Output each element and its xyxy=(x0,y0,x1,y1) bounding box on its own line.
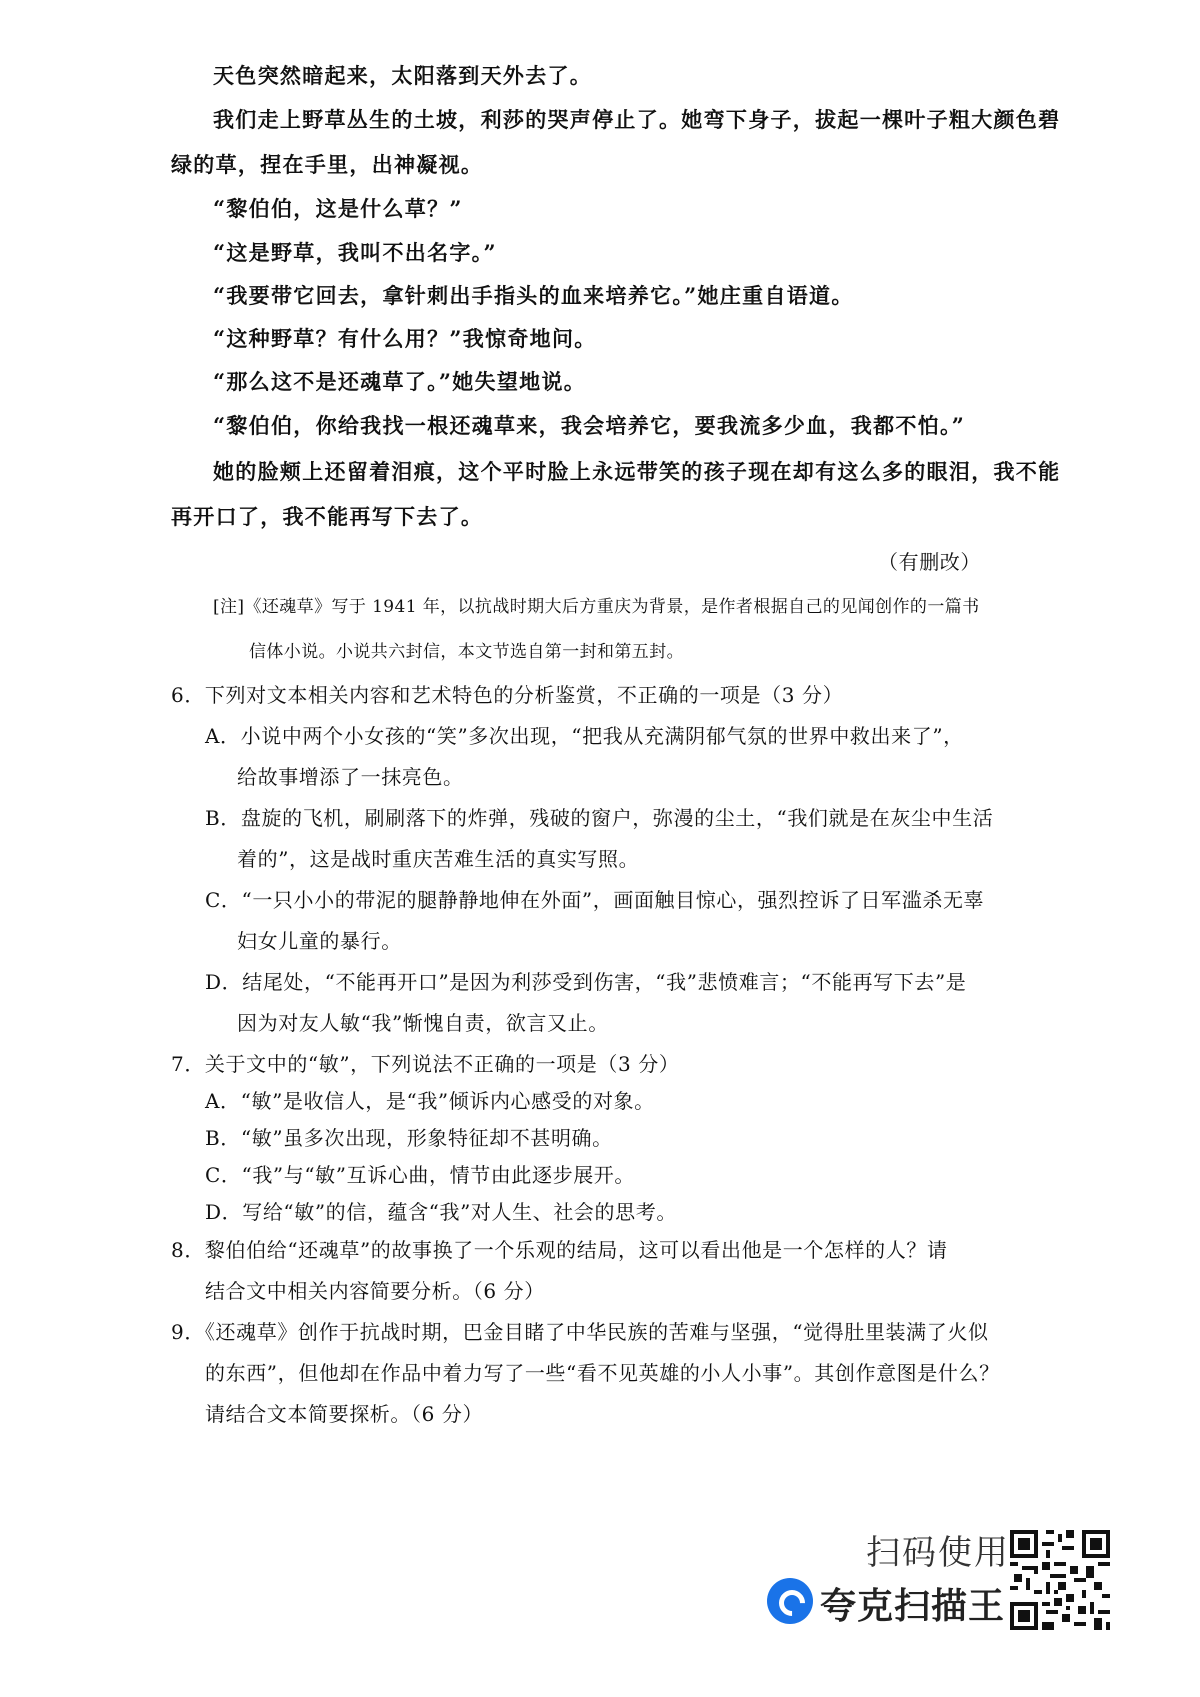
question-9: 9．《还魂草》创作于抗战时期，巴金目睹了中华民族的苦难与坚强，“觉得肚里装满了火似 xyxy=(171,1320,989,1344)
option-6a: A．小说中两个小女孩的“笑”多次出现，“把我从充满阴郁气氛的世界中救出来了”， xyxy=(205,724,964,748)
option-6c: C．“一只小小的带泥的腿静静地伸在外面”，画面触目惊心，强烈控诉了日军滥杀无辜 xyxy=(205,888,985,912)
passage-line: “那么这不是还魂草了。”她失望地说。 xyxy=(213,369,587,394)
qr-code-icon xyxy=(1010,1530,1110,1630)
annotation-line: 信体小说。小说共六封信，本文节选自第一封和第五封。 xyxy=(249,642,684,662)
option-6b-cont: 着的”，这是战时重庆苦难生活的真实写照。 xyxy=(237,847,640,871)
option-7a: A．“敏”是收信人，是“我”倾诉内心感受的对象。 xyxy=(205,1089,655,1113)
annotation-line: [注]《还魂草》写于 1941 年，以抗战时期大后方重庆为背景，是作者根据自己的见闻创作的一篇书 xyxy=(213,597,980,617)
option-7c: C．“我”与“敏”互诉心曲，情节由此逐步展开。 xyxy=(205,1163,636,1187)
option-6d: D．结尾处，“不能再开口”是因为利莎受到伤害，“我”悲愤难言；“不能再写下去”是 xyxy=(205,970,967,994)
passage-line: 绿的草，捏在手里，出神凝视。 xyxy=(171,152,484,177)
option-6d-cont: 因为对友人敏“我”惭愧自责，欲言又止。 xyxy=(237,1011,609,1035)
option-7b: B．“敏”虽多次出现，形象特征却不甚明确。 xyxy=(205,1126,613,1150)
quark-logo-icon xyxy=(767,1578,813,1624)
question-7: 7．关于文中的“敏”，下列说法不正确的一项是（3 分） xyxy=(171,1052,680,1076)
question-8: 8．黎伯伯给“还魂草”的故事换了一个乐观的结局，这可以看出他是一个怎样的人？请 xyxy=(171,1238,948,1262)
option-6a-cont: 给故事增添了一抹亮色。 xyxy=(237,765,464,789)
passage-line: 我们走上野草丛生的土坡，利莎的哭声停止了。她弯下身子，拔起一棵叶子粗大颜色碧 xyxy=(213,107,1061,132)
option-7d: D．写给“敏”的信，蕴含“我”对人生、社会的思考。 xyxy=(205,1200,677,1224)
question-6: 6．下列对文本相关内容和艺术特色的分析鉴赏，不正确的一项是（3 分） xyxy=(171,683,844,707)
brand-name: 夸克扫描王 xyxy=(820,1586,1006,1627)
edit-note: （有删改） xyxy=(878,550,981,574)
passage-line: “黎伯伯，你给我找一根还魂草来，我会培养它，要我流多少血，我都不怕。” xyxy=(213,413,966,438)
option-6c-cont: 妇女儿童的暴行。 xyxy=(237,929,402,953)
option-6b: B．盘旋的飞机，刷刷落下的炸弹，残破的窗户，弥漫的尘土，“我们就是在灰尘中生活 xyxy=(205,806,994,830)
scan-label: 扫码使用 xyxy=(866,1533,1010,1573)
passage-line: “这是野草，我叫不出名字。” xyxy=(213,240,497,265)
passage-line: “黎伯伯，这是什么草？” xyxy=(213,196,463,221)
passage-line: “这种野草？有什么用？”我惊奇地问。 xyxy=(213,326,597,351)
passage-line: “我要带它回去，拿针刺出手指头的血来培养它。”她庄重自语道。 xyxy=(213,283,854,308)
question-9-cont: 的东西”，但他却在作品中着力写了一些“看不见英雄的小人小事”。其创作意图是什么？ xyxy=(205,1361,1000,1385)
passage-line: 她的脸颊上还留着泪痕，这个平时脸上永远带笑的孩子现在却有这么多的眼泪，我不能 xyxy=(213,459,1061,484)
question-8-cont: 结合文中相关内容简要分析。（6 分） xyxy=(205,1279,545,1303)
passage-line: 再开口了，我不能再写下去了。 xyxy=(171,504,484,529)
question-9-cont2: 请结合文本简要探析。（6 分） xyxy=(205,1402,484,1426)
passage-line: 天色突然暗起来，太阳落到天外去了。 xyxy=(213,63,593,88)
